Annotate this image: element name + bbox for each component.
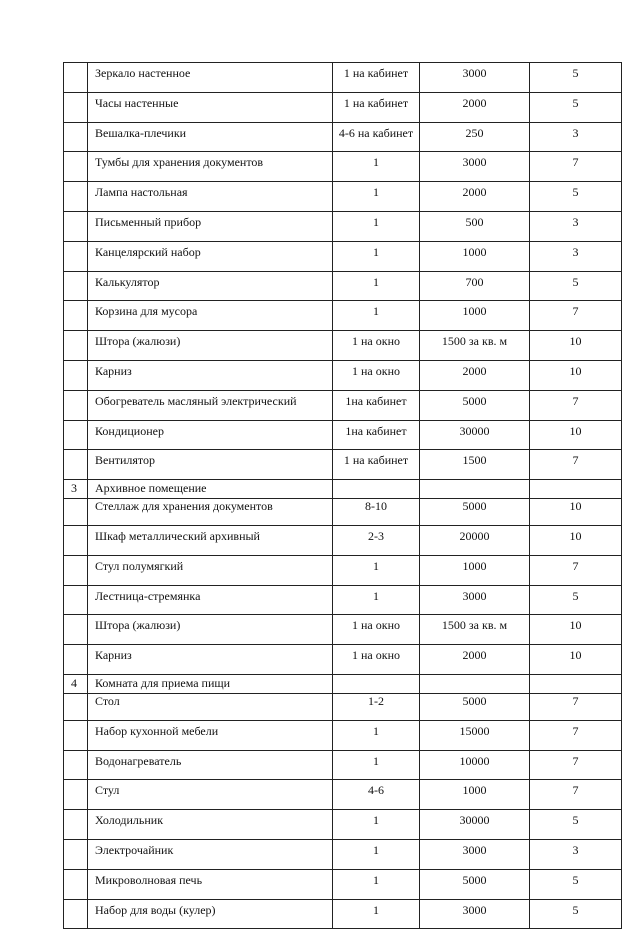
cell-num (64, 780, 88, 810)
cell-qty: 8-10 (333, 499, 420, 526)
cell-life: 5 (530, 92, 622, 122)
cell-price: 250 (420, 122, 530, 152)
cell-life: 10 (530, 499, 622, 526)
table-row (64, 301, 622, 331)
cell-life: 7 (530, 390, 622, 420)
cell-name: Вентилятор (88, 450, 333, 480)
cell-life: 3 (530, 122, 622, 152)
table-row (64, 63, 622, 93)
cell-life: 10 (530, 525, 622, 555)
cell-num (64, 645, 88, 675)
cell-num (64, 420, 88, 450)
table-row (64, 615, 622, 645)
cell-name: Стол (88, 693, 333, 720)
cell-qty: 1 на кабинет (333, 450, 420, 480)
cell-price: 15000 (420, 720, 530, 750)
cell-price: 1500 (420, 450, 530, 480)
cell-name: Кондиционер (88, 420, 333, 450)
cell-qty: 1 на окно (333, 360, 420, 390)
cell-num (64, 869, 88, 899)
cell-num (64, 152, 88, 182)
cell-price: 30000 (420, 420, 530, 450)
table-row (64, 271, 622, 301)
cell-qty: 4-6 на кабинет (333, 122, 420, 152)
cell-num (64, 271, 88, 301)
cell-life: 5 (530, 869, 622, 899)
table-row (64, 693, 622, 720)
cell-price: 2000 (420, 360, 530, 390)
table-row (64, 331, 622, 361)
section-header-row (64, 674, 622, 693)
cell-name: Калькулятор (88, 271, 333, 301)
cell-life: 7 (530, 750, 622, 780)
cell-life: 7 (530, 152, 622, 182)
cell-life: 10 (530, 645, 622, 675)
cell-life: 7 (530, 450, 622, 480)
table-row (64, 869, 622, 899)
cell-name: Водонагреватель (88, 750, 333, 780)
cell-price: 3000 (420, 899, 530, 929)
cell-price: 5000 (420, 693, 530, 720)
cell-life (530, 480, 622, 499)
section-header-row (64, 480, 622, 499)
cell-name: Архивное помещение (88, 480, 333, 499)
cell-life: 3 (530, 241, 622, 271)
cell-price: 2000 (420, 645, 530, 675)
cell-num (64, 693, 88, 720)
cell-life: 10 (530, 331, 622, 361)
cell-price: 2000 (420, 92, 530, 122)
table-row (64, 122, 622, 152)
cell-name: Стул (88, 780, 333, 810)
cell-qty (333, 480, 420, 499)
equipment-table-body (64, 63, 622, 929)
cell-num (64, 750, 88, 780)
cell-price: 1000 (420, 241, 530, 271)
cell-life: 7 (530, 780, 622, 810)
cell-name: Часы настенные (88, 92, 333, 122)
cell-qty: 1 на кабинет (333, 92, 420, 122)
cell-name: Холодильник (88, 810, 333, 840)
cell-num (64, 92, 88, 122)
cell-num (64, 122, 88, 152)
cell-name: Карниз (88, 645, 333, 675)
cell-qty: 1 на окно (333, 645, 420, 675)
cell-qty: 1 (333, 271, 420, 301)
cell-life: 5 (530, 271, 622, 301)
equipment-table (63, 62, 622, 929)
table-row (64, 555, 622, 585)
cell-num (64, 839, 88, 869)
table-row (64, 525, 622, 555)
cell-num (64, 585, 88, 615)
table-row (64, 839, 622, 869)
cell-life: 5 (530, 182, 622, 212)
cell-life: 7 (530, 693, 622, 720)
table-row (64, 152, 622, 182)
cell-num (64, 555, 88, 585)
cell-life: 5 (530, 63, 622, 93)
table-row (64, 585, 622, 615)
cell-name: Карниз (88, 360, 333, 390)
cell-price: 5000 (420, 869, 530, 899)
cell-price: 5000 (420, 390, 530, 420)
cell-qty (333, 674, 420, 693)
cell-qty: 1 (333, 182, 420, 212)
cell-num (64, 331, 88, 361)
cell-price: 30000 (420, 810, 530, 840)
cell-num (64, 301, 88, 331)
cell-name: Лестница-стремянка (88, 585, 333, 615)
cell-name: Лампа настольная (88, 182, 333, 212)
cell-name: Набор для воды (кулер) (88, 899, 333, 929)
cell-price: 3000 (420, 63, 530, 93)
cell-price: 2000 (420, 182, 530, 212)
cell-life: 7 (530, 555, 622, 585)
table-row (64, 899, 622, 929)
table-row (64, 780, 622, 810)
cell-life: 7 (530, 301, 622, 331)
table-row (64, 450, 622, 480)
table-row (64, 390, 622, 420)
cell-name: Шкаф металлический архивный (88, 525, 333, 555)
cell-name: Вешалка-плечики (88, 122, 333, 152)
cell-name: Зеркало настенное (88, 63, 333, 93)
cell-qty: 4-6 (333, 780, 420, 810)
table-row (64, 499, 622, 526)
cell-life: 5 (530, 810, 622, 840)
cell-price: 1000 (420, 555, 530, 585)
cell-num (64, 615, 88, 645)
cell-num (64, 450, 88, 480)
table-row (64, 211, 622, 241)
cell-name: Штора (жалюзи) (88, 615, 333, 645)
cell-price: 3000 (420, 152, 530, 182)
table-row (64, 182, 622, 212)
cell-price (420, 674, 530, 693)
cell-num (64, 525, 88, 555)
cell-qty: 1 (333, 152, 420, 182)
cell-name: Канцелярский набор (88, 241, 333, 271)
cell-qty: 2-3 (333, 525, 420, 555)
cell-life: 3 (530, 211, 622, 241)
table-row (64, 360, 622, 390)
cell-qty: 1 на окно (333, 615, 420, 645)
cell-num: 4 (64, 674, 88, 693)
table-row (64, 420, 622, 450)
cell-qty: 1 (333, 211, 420, 241)
cell-price: 700 (420, 271, 530, 301)
cell-num (64, 241, 88, 271)
cell-name: Стеллаж для хранения документов (88, 499, 333, 526)
cell-num (64, 63, 88, 93)
cell-num (64, 899, 88, 929)
cell-life: 7 (530, 720, 622, 750)
cell-num (64, 360, 88, 390)
cell-name: Штора (жалюзи) (88, 331, 333, 361)
cell-price: 3000 (420, 839, 530, 869)
table-row (64, 750, 622, 780)
cell-price: 1000 (420, 301, 530, 331)
cell-price (420, 480, 530, 499)
cell-qty: 1 (333, 810, 420, 840)
cell-qty: 1 (333, 899, 420, 929)
cell-num (64, 499, 88, 526)
cell-qty: 1 (333, 301, 420, 331)
cell-life: 10 (530, 420, 622, 450)
cell-qty: 1на кабинет (333, 420, 420, 450)
cell-life (530, 674, 622, 693)
cell-name: Набор кухонной мебели (88, 720, 333, 750)
cell-qty: 1 (333, 720, 420, 750)
cell-life: 10 (530, 615, 622, 645)
table-row (64, 645, 622, 675)
cell-qty: 1-2 (333, 693, 420, 720)
table-row (64, 720, 622, 750)
cell-num (64, 720, 88, 750)
cell-qty: 1 (333, 241, 420, 271)
cell-name: Обогреватель масляный электрический (88, 390, 333, 420)
cell-name: Электрочайник (88, 839, 333, 869)
cell-qty: 1 (333, 585, 420, 615)
cell-qty: 1 (333, 869, 420, 899)
cell-num (64, 211, 88, 241)
cell-qty: 1на кабинет (333, 390, 420, 420)
cell-price: 5000 (420, 499, 530, 526)
table-row (64, 810, 622, 840)
cell-qty: 1 на окно (333, 331, 420, 361)
cell-qty: 1 (333, 839, 420, 869)
cell-price: 1000 (420, 780, 530, 810)
cell-life: 5 (530, 585, 622, 615)
cell-price: 1500 за кв. м (420, 331, 530, 361)
cell-life: 3 (530, 839, 622, 869)
table-row (64, 92, 622, 122)
cell-price: 3000 (420, 585, 530, 615)
cell-qty: 1 (333, 555, 420, 585)
cell-life: 5 (530, 899, 622, 929)
cell-num: 3 (64, 480, 88, 499)
cell-price: 1500 за кв. м (420, 615, 530, 645)
cell-num (64, 182, 88, 212)
cell-price: 10000 (420, 750, 530, 780)
table-row (64, 241, 622, 271)
cell-name: Письменный прибор (88, 211, 333, 241)
cell-num (64, 390, 88, 420)
cell-name: Комната для приема пищи (88, 674, 333, 693)
cell-name: Тумбы для хранения документов (88, 152, 333, 182)
cell-life: 10 (530, 360, 622, 390)
cell-qty: 1 (333, 750, 420, 780)
cell-qty: 1 на кабинет (333, 63, 420, 93)
cell-name: Корзина для мусора (88, 301, 333, 331)
cell-num (64, 810, 88, 840)
cell-price: 20000 (420, 525, 530, 555)
cell-name: Микроволновая печь (88, 869, 333, 899)
cell-name: Стул полумягкий (88, 555, 333, 585)
cell-price: 500 (420, 211, 530, 241)
